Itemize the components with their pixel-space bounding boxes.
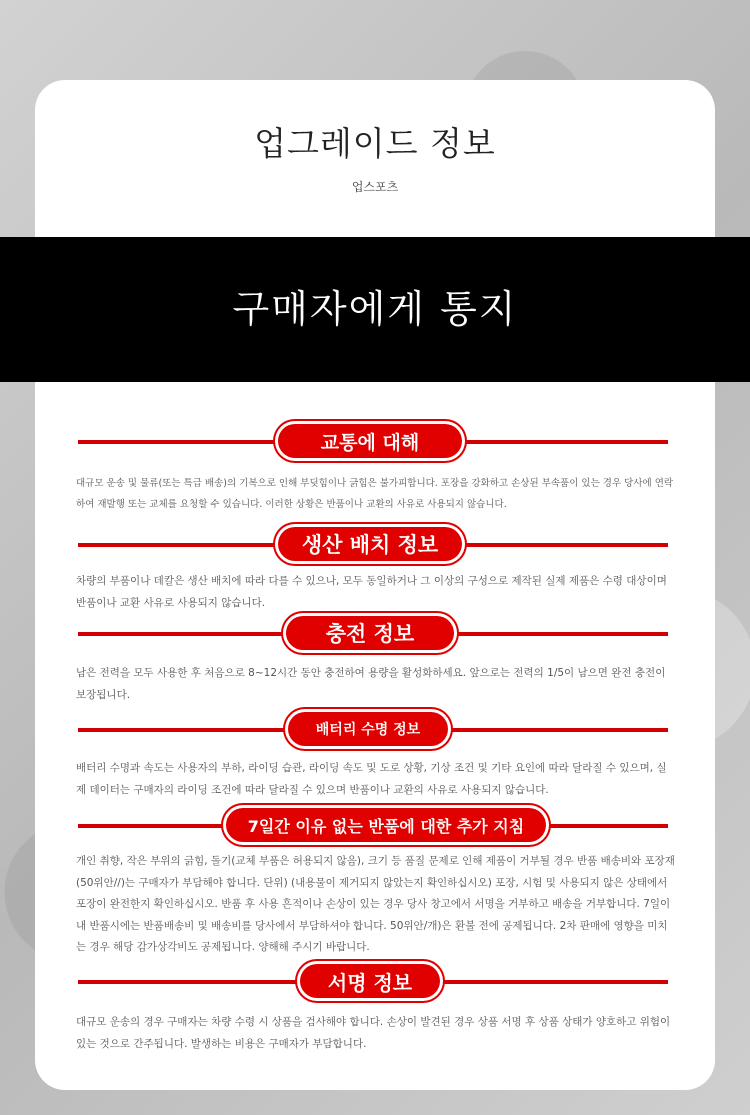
section-header-shipping (78, 422, 668, 462)
section-title-pill (226, 808, 546, 842)
section-body-shipping: 대규모 운송 및 물류(또는 특급 배송)의 기복으로 인해 부딪힘이나 긁힘은 불가피합니다. 포장을 강화하고 손상된 부속품이 있는 경우 당사에 연락하여 재발행 또는 교체를 요청할 수 있습니다. 이러한 상황은 반품이나 교환의 사유로 사용되지 않습니다. (76, 478, 674, 510)
section-title-pill (278, 424, 462, 458)
section-title-pill (278, 527, 462, 561)
section-header-batch (78, 525, 668, 565)
section-title: 교통에 대해 (320, 431, 420, 454)
section-title: 7일간 이유 없는 반품에 대한 추가 지침 (247, 816, 525, 836)
section-header-battery (78, 710, 668, 750)
page-title: 업그레이드 정보 (254, 124, 496, 163)
section-body-batch: 차량의 부품이나 데칼은 생산 배치에 따라 다를 수 있으나, 모두 동일하거나 그 이상의 구성으로 제작된 실제 제품은 수령 대상이며 반품이나 교환 사유로 사용되지 않습니다. (76, 575, 667, 609)
section-title: 서명 정보 (327, 970, 413, 995)
section-title-pill (286, 616, 454, 650)
section-body-return: 개인 취향, 작은 부위의 긁힘, 돌기(교체 부품은 허용되지 않음), 크기 등 품질 문제로 인해 제품이 거부될 경우 반품 배송비와 포장재(50위안//)는 구매자가 부담해야 합니다. 단위) (내용물이 제거되지 않았는지 확인하십시오) 포장, 시험 및 사용되지 않은 상태에서 포장이 완전한지 확인하십시오. 반품 후 사용 흔적이나 손상이 있는 경우 당사 창고에서 서명을 거부하고 배송을 거부합니다. 7일이내 반품시에는 반품배송비 및 배송비를 당사에서 부담하셔야 합니다. 50위안/개)은 환불 전에 공제됩니다. 2차 판매에 영향을 미치는 경우 해당 감가상각비도 공제됩니다. 양해해 주시기 바랍니다. (76, 855, 675, 953)
section-body-signature: 대규모 운송의 경우 구매자는 차량 수령 시 상품을 검사해야 합니다. 손상이 발견된 경우 상품 서명 후 상품 상태가 양호하고 위험이 있는 것으로 간주됩니다. 발생하는 비용은 구매자가 부담합니다. (76, 1016, 671, 1050)
notice-banner-text: 구매자에게 통지 (232, 287, 518, 331)
section-title: 충전 정보 (325, 622, 415, 646)
section-title: 생산 배치 정보 (301, 533, 439, 557)
section-header-signature (78, 962, 668, 1002)
section-header-return (78, 806, 668, 846)
section-title: 배터리 수명 정보 (315, 722, 421, 738)
section-body-charging: 남은 전력을 모두 사용한 후 처음으로 8~12시간 동안 충전하여 용량을 활성화하세요. 앞으로는 전력의 1/5이 남으면 완전 충전이 보장됩니다. (76, 667, 666, 701)
section-title-pill (288, 712, 448, 746)
page-subtitle: 업스포츠 (351, 180, 399, 194)
section-title-pill (300, 964, 440, 998)
section-body-battery: 배터리 수명과 속도는 사용자의 부하, 라이딩 습관, 라이딩 속도 및 도로 상황, 기상 조건 및 기타 요인에 따라 달라질 수 있으며, 실제 데이터는 구매자의 라이딩 조건에 따라 달라질 수 있으며 반품이나 교환의 사유로 사용되지 않습니다. (76, 762, 667, 796)
section-header-charging (78, 614, 668, 654)
